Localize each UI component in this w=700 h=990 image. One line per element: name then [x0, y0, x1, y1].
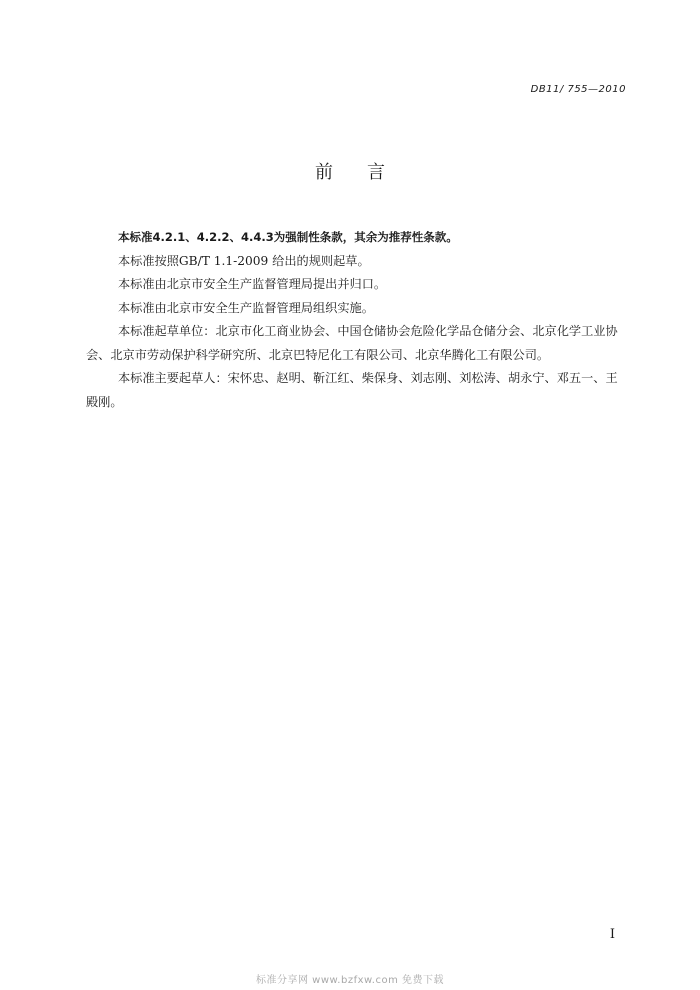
paragraph-drafting-units: 本标准起草单位：北京市化工商业协会、中国仓储协会危险化学品仓储分会、北京化学工业协会、北京市劳动保护科学研究所、北京巴特尼化工有限公司、北京华腾化工有限公司。	[86, 324, 618, 362]
page-title: 前言	[315, 162, 419, 183]
page-number: I	[609, 927, 615, 942]
paragraph-drafters: 本标准主要起草人：宋怀忠、赵明、靳江红、柴保身、刘志刚、刘松涛、胡永宁、邓五一、王殿刚。	[86, 371, 618, 409]
paragraph-drafting-rules: 本标准按照GB/T 1.1-2009 给出的规则起草。	[118, 253, 370, 268]
foreword-body	[86, 226, 624, 414]
document-code: DB11/ 755—2010	[530, 84, 626, 95]
paragraph-mandatory-clauses: 本标准4.2.1、4.2.2、4.4.3为强制性条款，其余为推荐性条款。	[118, 230, 458, 244]
paragraph-implemented-by: 本标准由北京市安全生产监督管理局组织实施。	[118, 300, 374, 315]
watermark-footer: 标准分享网 www.bzfxw.com 免费下载	[256, 975, 444, 986]
paragraph-proposed-by: 本标准由北京市安全生产监督管理局提出并归口。	[118, 277, 387, 291]
